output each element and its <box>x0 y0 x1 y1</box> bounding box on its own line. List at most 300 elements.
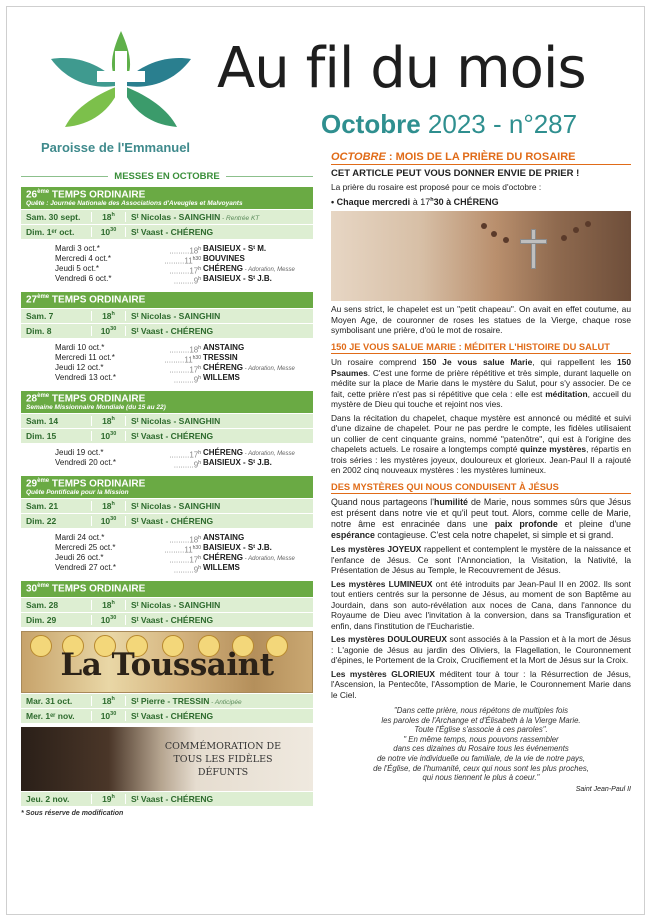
weekday-place <box>203 254 245 264</box>
mass-time-hour: 19 <box>102 793 112 804</box>
weekday-place <box>203 373 240 383</box>
mysteres-douloureux <box>331 634 631 666</box>
weekday-place <box>203 244 266 254</box>
section-title-num: 26 <box>26 189 38 201</box>
masses-column <box>21 171 313 817</box>
weekday-place <box>203 458 272 468</box>
weekday-mass <box>55 264 313 274</box>
text-span: sont associés à la Passion et à la mort de Jésus : L'agonie de Jésus au jardin des Oliviers, la Flagellation, le Couronnement d'épines, le Portement de la Croix, Crucifiement et la Mort de Jésus sur la Croix. <box>331 634 631 665</box>
mass-date: Sam. 21 <box>26 501 59 512</box>
weekday-time: .........9$^h$ <box>173 374 201 385</box>
weekday-place <box>203 264 295 274</box>
commemoration-text <box>143 740 303 779</box>
weekday-time: .........17$^h$ <box>169 449 201 460</box>
section-title-rest: TEMPS ORDINAIRE <box>49 392 146 404</box>
weekday-hour-sup: h <box>198 449 201 456</box>
weekday-hour-sup: h30 <box>192 354 201 361</box>
mass-row <box>21 323 313 338</box>
section-title-rest: TEMPS ORDINAIRE <box>49 189 146 201</box>
section-title-sup: ème <box>37 583 50 590</box>
mass-time-hour: 18 <box>102 501 112 512</box>
weekday-hour: 18 <box>189 345 199 355</box>
mass-row <box>21 693 313 708</box>
mass-time-sup: h <box>111 310 115 317</box>
text-span: de Marie, nous sommes sûrs que Jésus est présent dans notre vie et qu'il peut tout. Alors, comme celle de Marie, notre âme est enracinée dans une <box>331 497 631 529</box>
weekday-hour-sup: h30 <box>192 545 201 552</box>
mass-place <box>125 696 313 706</box>
crucifix-icon <box>520 239 547 244</box>
bead-icon <box>503 237 509 243</box>
article-heading-rest: : MOIS DE LA PRIÈRE DU ROSAIRE <box>385 151 576 163</box>
toussaint-banner <box>21 631 313 693</box>
section-title-sup: ème <box>37 392 50 399</box>
weekday-place <box>203 563 240 573</box>
section-title-num: 30 <box>26 583 38 595</box>
weekday-mass <box>55 274 313 284</box>
section-title-rest: TEMPS ORDINAIRE <box>49 294 146 306</box>
text-span: ont été introduits par Jean-Paul II en 2002. Ils sont tout entiers centrés sur la personne de Jésus, au moment de son Baptême au Jourdain, dans son auto-révélation aux noces de Cana, dans l'annonce du Royaume de Dieu avec l'invitation à la conversion, dans sa Transfiguration et enfin, dans l'institution de l'Eucharistie. <box>331 578 632 631</box>
mass-time-hour: 10 <box>100 614 111 625</box>
mass-date: Sam. 28 <box>26 599 59 610</box>
weekday-masses <box>21 338 313 387</box>
mass-note: - Rentrée KT <box>220 215 260 223</box>
weekday-date: Jeudi 5 oct.* <box>55 264 100 274</box>
mass-date: Dim. 29 <box>26 614 57 625</box>
weekday-mass <box>55 244 313 254</box>
section-subtitle: Quête : Journée Nationale des Associations d'Aveugles et Malvoyants <box>26 200 243 208</box>
mass-row <box>21 612 313 627</box>
weekday-hour: 11 <box>184 355 193 365</box>
weekday-note: - Adoration, Messe <box>243 365 295 372</box>
weekday-hour: 17 <box>189 555 199 565</box>
weekday-masses <box>21 443 313 472</box>
mass-time-sup: 30 <box>110 227 117 234</box>
weekday-mass <box>55 563 313 573</box>
article-paragraph <box>331 413 631 476</box>
mass-time <box>91 794 125 804</box>
weekday-hour-sup: h <box>198 555 201 562</box>
weekday-mass <box>55 553 313 563</box>
mysteres-joyeux <box>331 544 631 576</box>
text-span: . C'est une forme de prière répétitive et très simple, durant laquelle on médite sur la place de Marie dans le mystère du Salut, pour s'y associer. De ce fait, cette prière n'est pas si répétitive que cela : elle est <box>331 367 631 399</box>
weekday-hour: 18 <box>189 535 199 545</box>
mass-time <box>91 711 125 721</box>
mass-row <box>21 209 313 224</box>
weekday-time: .........9$^h$ <box>173 459 201 470</box>
mass-place <box>125 227 313 237</box>
section-header <box>21 391 313 413</box>
weekday-time: .........17$^h$ <box>169 364 201 375</box>
weekday-hour: 11 <box>184 545 193 555</box>
mass-time <box>91 416 125 426</box>
section-title <box>26 478 308 489</box>
weekday-date: Mardi 10 oct.* <box>55 342 105 352</box>
mass-row <box>21 413 313 428</box>
text-span: contagieuse. C'est cela notre chapelet, si simple et si grand. <box>374 530 614 540</box>
mass-time-sup: 30 <box>110 614 117 621</box>
section-header <box>21 581 313 596</box>
mass-place <box>125 212 313 222</box>
section-title-rest: TEMPS ORDINAIRE <box>49 478 146 490</box>
section-title <box>26 393 308 404</box>
section-title <box>26 583 308 594</box>
weekday-place <box>203 533 244 543</box>
mass-date: Mer. 1ᵉʳ nov. <box>26 710 75 721</box>
weekday-mass <box>55 353 313 363</box>
section-title-sup: ème <box>37 294 50 301</box>
weekday-time: .........18$^h$ <box>169 535 201 545</box>
weekday-date: Vendredi 13 oct.* <box>55 372 116 382</box>
masses-heading-text: MESSES EN OCTOBRE <box>114 171 220 182</box>
section-title-num: 27 <box>26 294 38 306</box>
mass-place-name: Sᵗ Vaast - CHÉRENG <box>131 710 214 721</box>
mass-date: Dim. 22 <box>26 516 57 527</box>
mass-time <box>91 212 125 222</box>
mass-date: Sam. 30 sept. <box>26 212 81 223</box>
commemoration-line: COMMÉMORATION DE <box>164 740 282 752</box>
heading-rule <box>226 176 313 177</box>
mass-place-name: Sᵗ Vaast - CHÉRENG <box>131 227 214 238</box>
weekday-hour-sup: h <box>198 266 201 273</box>
weekday-hour-sup: h <box>198 276 201 283</box>
text-span: et pleine d'une <box>557 519 631 529</box>
bulletin-page <box>6 6 645 915</box>
text-bold: paix profonde <box>494 519 558 529</box>
parish-logo-icon <box>41 23 201 138</box>
mass-time-hour: 10 <box>100 430 111 441</box>
mass-row <box>21 597 313 612</box>
mass-place-name: Sᵗ Vaast - CHÉRENG <box>131 516 214 527</box>
mass-time-sup: 30 <box>110 516 117 523</box>
section-header <box>21 187 313 209</box>
weekday-time: .........17$^h$ <box>169 266 201 276</box>
mass-place-name: Sᵗ Pierre - TRESSIN <box>131 695 210 706</box>
section-title <box>26 294 308 305</box>
text-bold: 150 Psaumes <box>331 357 631 378</box>
mass-time-sup: h <box>111 695 115 702</box>
text-bold: Les mystères LUMINEUX <box>331 578 433 589</box>
commemoration-section <box>21 727 313 806</box>
mass-place-name: Sᵗ Nicolas - SAINGHIN <box>131 599 221 610</box>
mass-section <box>21 476 313 577</box>
mass-note: - Anticipée <box>209 698 242 706</box>
mass-time <box>91 501 125 511</box>
article-paragraph <box>331 497 631 541</box>
mass-place <box>125 311 313 321</box>
weekday-note: - Adoration, Messe <box>243 267 295 274</box>
mass-row <box>21 498 313 513</box>
section-header <box>21 476 313 498</box>
mass-row <box>21 513 313 528</box>
rosary-schedule-sup: h <box>430 196 434 203</box>
weekday-date: Jeudi 19 oct.* <box>55 447 104 457</box>
mass-time-sup: h <box>111 599 115 606</box>
weekday-place <box>203 553 295 563</box>
mass-place-name: Sᵗ Nicolas - SAINGHIN <box>131 415 221 426</box>
mass-place-name: Sᵗ Vaast - CHÉRENG <box>131 614 214 625</box>
mass-time-hour: 10 <box>100 227 111 238</box>
weekday-hour: 9 <box>193 276 199 286</box>
section-header <box>21 292 313 307</box>
text-bold: Les mystères DOULOUREUX <box>331 634 447 644</box>
mass-time-hour: 18 <box>102 599 112 610</box>
weekday-place-name: BOUVINES <box>203 254 245 264</box>
section-title <box>26 189 308 200</box>
commemoration-line: DÉFUNTS <box>197 766 249 778</box>
weekday-masses <box>21 239 313 288</box>
text-span: Un rosaire comprend <box>331 357 423 367</box>
mass-time <box>91 227 125 237</box>
mass-time-sup: 30 <box>110 710 117 717</box>
bead-icon <box>481 223 487 229</box>
text-span: , qui rappellent les <box>532 357 618 367</box>
bead-icon <box>585 221 591 227</box>
weekday-hour-sup: h <box>198 535 201 542</box>
rosary-schedule <box>331 195 631 208</box>
weekday-note: - Adoration, Messe <box>243 450 295 457</box>
mass-time <box>91 696 125 706</box>
text-bold: méditation <box>545 388 588 399</box>
section-title-num: 28 <box>26 392 38 404</box>
weekday-place-name: ANSTAING <box>203 342 245 352</box>
mass-place <box>125 711 313 721</box>
mass-place-name: Sᵗ Nicolas - SAINGHIN <box>131 212 221 223</box>
weekday-place-name: CHÉRENG <box>203 264 244 274</box>
weekday-hour: 11 <box>184 256 193 266</box>
weekday-date: Mercredi 25 oct.* <box>55 543 116 553</box>
mass-section <box>21 292 313 386</box>
weekday-hour: 9 <box>193 375 199 385</box>
weekday-time: .........9$^h$ <box>173 276 201 286</box>
mass-section <box>21 391 313 472</box>
heading-rule <box>21 176 108 177</box>
section-title-num: 29 <box>26 478 38 490</box>
quote-line: les paroles de l'Archange et d'Élisabeth à la Vierge Marie. <box>381 715 581 725</box>
weekday-date: Vendredi 27 oct.* <box>55 563 116 573</box>
text-bold: Les mystères GLORIEUX <box>331 668 435 679</box>
section-heading-mysteres: DES MYSTÈRES QUI NOUS CONDUISENT À JÉSUS <box>331 482 631 495</box>
weekday-hour-sup: h <box>198 246 201 253</box>
weekday-place <box>203 448 295 458</box>
mass-time <box>91 431 125 441</box>
mass-section <box>21 581 313 626</box>
mass-time-hour: 18 <box>102 695 112 706</box>
text-span: , accueil du mystère de Dieu qui touche et rejoint nos vies. <box>331 388 631 409</box>
weekday-hour-sup: h30 <box>192 256 201 263</box>
mass-time-hour: 18 <box>102 415 112 426</box>
text-span: méditent tour à tour : la Résurrection de Jésus, l'Ascension, la Pentecôte, l'Assomption de Marie, le Couronnement Marie dans le Ciel. <box>331 668 631 700</box>
mass-place-name: Sᵗ Nicolas - SAINGHIN <box>131 501 221 512</box>
weekday-date: Vendredi 6 oct.* <box>55 274 112 284</box>
crucifix-icon <box>531 229 536 269</box>
weekday-date: Mercredi 4 oct.* <box>55 254 112 264</box>
masses-sections <box>21 187 313 627</box>
rosary-schedule-time: à 17 <box>410 196 431 207</box>
weekday-place-name: BAISIEUX - Sᵗ J.B. <box>203 274 272 284</box>
weekday-place <box>203 543 272 553</box>
weekday-place-name: CHÉRENG <box>203 362 244 372</box>
mass-date: Jeu. 2 nov. <box>26 793 70 804</box>
weekday-hour-sup: h <box>198 565 201 572</box>
text-span: , répartis en trois séries : les mystères joyeux, douloureux et glorieux. Jean-Paul II a rajouté en 2002 cinq nouveaux mystères : les mystères lumineux. <box>331 444 631 475</box>
mass-time-hour: 10 <box>100 325 111 336</box>
text-span: Quand nous partageons l' <box>331 497 434 507</box>
mass-time-hour: 10 <box>100 710 111 721</box>
quote-line: dans ces dizaines du Rosaire tous les événements <box>393 744 569 754</box>
mass-date: Dim. 1ᵉʳ oct. <box>26 227 75 238</box>
weekday-place <box>203 363 295 373</box>
weekday-place-name: WILLEMS <box>203 563 240 573</box>
mass-place <box>125 516 313 526</box>
weekday-place <box>203 274 272 284</box>
weekday-hour: 9 <box>193 565 199 575</box>
section-title-rest: TEMPS ORDINAIRE <box>49 583 146 595</box>
mass-time-sup: 30 <box>110 431 117 438</box>
weekday-time: .........17$^h$ <box>169 555 201 565</box>
mass-section <box>21 187 313 288</box>
weekday-place-name: ANSTAING <box>203 533 245 543</box>
section-title-sup: ème <box>37 477 50 484</box>
weekday-date: Jeudi 12 oct.* <box>55 362 104 372</box>
weekday-masses <box>21 528 313 577</box>
weekday-hour: 18 <box>189 246 199 256</box>
weekday-hour: 17 <box>189 450 199 460</box>
mass-time-sup: h <box>111 793 115 800</box>
mass-row <box>21 224 313 239</box>
text-bold: Les mystères JOYEUX <box>331 544 422 554</box>
article-heading-month: OCTOBRE <box>331 151 386 163</box>
article-intro: La prière du rosaire est proposé pour ce mois d'octobre : <box>331 182 542 192</box>
mysteres-glorieux <box>331 669 631 701</box>
mass-place-name: Sᵗ Vaast - CHÉRENG <box>131 325 214 336</box>
mass-place-name: Sᵗ Vaast - CHÉRENG <box>131 430 214 441</box>
page-title: Au fil du mois <box>217 36 586 101</box>
quote-line: Toute l'Église s'associe à ces paroles". <box>414 725 548 735</box>
toussaint-title: La Toussaint <box>60 646 274 683</box>
text-span: Dans la récitation du chapelet, chaque mystère est annoncé ou médité et suivi d'une dizaine de chapelet. Pour ne pas perdre le compte, les fidèles utilisaient un collier de cent cinquante grains, nommé "patenôtre", qui est à l'origine des chapelets actuels. Le rosaire a longtemps compté <box>331 412 631 454</box>
weekday-place-name: WILLEMS <box>203 372 240 382</box>
weekday-mass <box>55 458 313 468</box>
quote-line: de l'Église, de l'humanité, ceux qui nous sont les plus proches, <box>373 763 589 773</box>
text-bold: quinze mystères <box>520 444 587 454</box>
commemoration-rows <box>21 791 313 806</box>
toussaint-rows <box>21 693 313 723</box>
quote-line: "Dans cette prière, nous répétons de multiples fois <box>394 706 568 715</box>
mass-date: Sam. 7 <box>26 310 54 321</box>
weekday-time: $.........11^{h30}$ <box>164 545 201 555</box>
issue-subtitle <box>321 109 577 140</box>
mass-place <box>125 501 313 511</box>
mass-time-hour: 18 <box>102 212 112 223</box>
weekday-mass <box>55 343 313 353</box>
mass-row <box>21 308 313 323</box>
weekday-place <box>203 353 238 363</box>
mass-time-sup: h <box>111 212 115 219</box>
mass-time <box>91 600 125 610</box>
bead-icon <box>561 235 567 241</box>
mass-row <box>21 428 313 443</box>
rosary-photo <box>331 211 631 301</box>
mass-time-hour: 10 <box>100 516 111 527</box>
footnote: * Sous réserve de modification <box>21 809 124 817</box>
article-column <box>331 152 631 795</box>
mass-date: Mar. 31 oct. <box>26 695 73 706</box>
text-bold: humilité <box>433 497 468 507</box>
weekday-time: .........9$^h$ <box>173 565 201 575</box>
weekday-hour: 9 <box>193 460 199 470</box>
mass-time <box>91 615 125 625</box>
mass-time <box>91 516 125 526</box>
weekday-date: Jeudi 26 oct.* <box>55 553 104 563</box>
commemoration-banner <box>21 727 313 791</box>
mass-row <box>21 791 313 806</box>
section-title-sup: ème <box>37 189 50 195</box>
mass-date: Dim. 8 <box>26 325 52 336</box>
weekday-place-name: BAISIEUX - Sᵗ J.B. <box>203 543 272 553</box>
article-heading <box>331 152 631 165</box>
weekday-mass <box>55 543 313 553</box>
weekday-hour: 17 <box>189 365 199 375</box>
mass-place <box>125 600 313 610</box>
bead-icon <box>491 231 497 237</box>
weekday-place-name: CHÉRENG <box>203 553 244 563</box>
section-subtitle: Semaine Missionnaire Mondiale (du 15 au 22) <box>26 403 166 411</box>
weekday-time: .........18$^h$ <box>169 344 201 355</box>
weekday-mass <box>55 448 313 458</box>
article-paragraph <box>331 357 631 410</box>
weekday-date: Mardi 3 oct.* <box>55 244 100 254</box>
quote-line: de notre vie individuelle ou familiale, de la vie de notre pays, <box>376 753 586 763</box>
weekday-mass <box>55 373 313 383</box>
text-bold: 150 Je vous salue Marie <box>422 357 533 367</box>
pope-quote <box>331 706 631 783</box>
mass-place <box>125 431 313 441</box>
section-heading-salut: 150 JE VOUS SALUE MARIE : MÉDITER L'HISTOIRE DU SALUT <box>331 342 631 355</box>
mass-place-name: Sᵗ Vaast - CHÉRENG <box>131 793 214 804</box>
issue-month: Octobre <box>321 109 421 139</box>
weekday-time: .........18$^h$ <box>169 246 201 256</box>
text-span: rappellent et contemplent le mystère de la naissance et l'enfance de Jésus. Ce sont l'Annonciation, la Visitation, la Nativité, la Présentation de Jésus au Temple, le Recouvrement de Jésus. <box>331 544 631 575</box>
mass-time-hour: 18 <box>102 310 112 321</box>
mass-time-sup: 30 <box>110 325 117 332</box>
mass-date: Dim. 15 <box>26 430 57 441</box>
quote-line: " En même temps, nous pouvons rassembler <box>403 734 559 744</box>
mass-time-sup: h <box>111 416 115 423</box>
weekday-mass <box>55 533 313 543</box>
bead-icon <box>573 227 579 233</box>
weekday-place-name: TRESSIN <box>203 352 238 362</box>
weekday-hour-sup: h <box>198 459 201 466</box>
quote-line: qui nous tiennent le plus à coeur." <box>422 773 540 783</box>
article-paragraph: Au sens strict, le chapelet est un "petit chapeau". On avait en effet coutume, au Moyen Age, de couronner de roses les statues de la Vierge, chaque rose symbolisant une prière, d'où le mot de rosaire. <box>331 304 631 335</box>
parish-name: Paroisse de l'Emmanuel <box>41 140 191 155</box>
commemoration-line: TOUS LES FIDÈLES <box>173 753 273 765</box>
mass-place <box>125 794 313 804</box>
weekday-mass <box>55 254 313 264</box>
weekday-date: Vendredi 20 oct.* <box>55 457 116 467</box>
weekday-hour-sup: h <box>198 374 201 381</box>
article-subheading: CET ARTICLE PEUT VOUS DONNER ENVIE DE PRIER ! <box>331 167 580 179</box>
mass-place-name: Sᵗ Nicolas - SAINGHIN <box>131 310 221 321</box>
mass-row <box>21 708 313 723</box>
weekday-time: $.........11^{h30}$ <box>164 354 201 365</box>
weekday-hour-sup: h <box>198 344 201 351</box>
weekday-place <box>203 343 244 353</box>
mass-time <box>91 326 125 336</box>
weekday-mass <box>55 363 313 373</box>
mass-place <box>125 615 313 625</box>
mass-place <box>125 326 313 336</box>
